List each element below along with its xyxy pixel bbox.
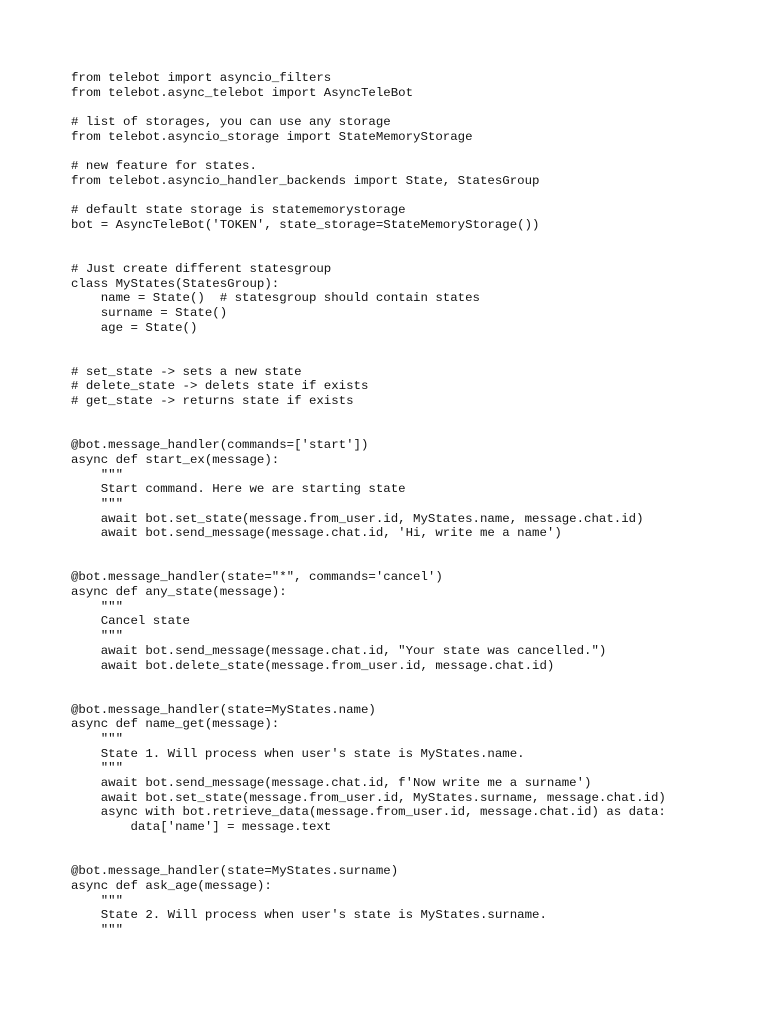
code-line: # new feature for states. (71, 159, 257, 174)
code-line: State 1. Will process when user's state is MyStates.name. (71, 746, 525, 761)
code-line: """ (71, 496, 124, 511)
code-line: @bot.message_handler(state=MyStates.surname) (71, 864, 399, 879)
code-line: bot = AsyncTeleBot('TOKEN', state_storage=StateMemoryStorage()) (71, 217, 540, 232)
code-line: # Just create different statesgroup (71, 261, 332, 276)
code-line (71, 100, 751, 115)
code-line: """ (71, 922, 124, 937)
code-line (71, 409, 751, 424)
code-line: surname = State() (71, 306, 228, 320)
code-line: async with bot.retrieve_data(message.from_user.id, message.chat.id) as data: (71, 805, 666, 820)
code-line: from telebot.asyncio_storage import StateMemoryStorage (71, 129, 473, 144)
code-line (71, 849, 751, 864)
code-line: age = State() (71, 320, 198, 335)
code-line: """ (71, 599, 124, 614)
code-line (71, 835, 751, 850)
code-line (71, 335, 751, 350)
code-line: name = State() # statesgroup should contain states (71, 291, 480, 306)
code-line: await bot.send_message(message.chat.id, 'Hi, write me a name') (71, 526, 562, 541)
code-line: """ (71, 629, 124, 644)
code-line (71, 556, 751, 571)
code-line (71, 673, 751, 688)
code-line: """ (71, 893, 124, 908)
code-line: # delete_state -> delets state if exists (71, 379, 369, 394)
code-line: async def start_ex(message): (71, 452, 280, 467)
code-line: """ (71, 467, 124, 482)
code-line: from telebot.async_telebot import AsyncTeleBot (71, 85, 414, 100)
code-line: # list of storages, you can use any storage (71, 115, 391, 130)
code-listing (71, 71, 751, 938)
code-line: Start command. Here we are starting state (71, 482, 406, 497)
code-line: async def any_state(message): (71, 585, 287, 600)
code-line: Cancel state (71, 614, 190, 629)
code-line: await bot.set_state(message.from_user.id, MyStates.name, message.chat.id) (71, 511, 644, 526)
code-line (71, 247, 751, 262)
code-line: await bot.delete_state(message.from_user.id, message.chat.id) (71, 658, 555, 673)
code-line: """ (71, 731, 124, 746)
code-line: # get_state -> returns state if exists (71, 394, 354, 409)
code-line (71, 688, 751, 703)
code-line: await bot.send_message(message.chat.id, "Your state was cancelled.") (71, 643, 607, 658)
code-line: from telebot.asyncio_handler_backends import State, StatesGroup (71, 173, 540, 188)
code-line: await bot.set_state(message.from_user.id, MyStates.surname, message.chat.id) (71, 790, 666, 805)
code-line: @bot.message_handler(commands=['start']) (71, 438, 369, 453)
code-line (71, 424, 751, 439)
code-line: async def name_get(message): (71, 717, 280, 732)
code-line: async def ask_age(message): (71, 878, 272, 893)
code-line: @bot.message_handler(state=MyStates.name) (71, 702, 376, 717)
code-line (71, 233, 751, 248)
code-line: # set_state -> sets a new state (71, 364, 302, 379)
code-line: # default state storage is statememorystorage (71, 203, 406, 218)
code-line (71, 541, 751, 556)
code-line (71, 144, 751, 159)
code-line: State 2. Will process when user's state is MyStates.surname. (71, 908, 547, 923)
code-line (71, 350, 751, 365)
code-line: from telebot import asyncio_filters (71, 71, 332, 85)
code-line: class MyStates(StatesGroup): (71, 276, 280, 291)
code-line: @bot.message_handler(state="*", commands='cancel') (71, 570, 443, 585)
code-line: """ (71, 761, 124, 776)
code-line: data['name'] = message.text (71, 820, 332, 835)
code-line (71, 189, 751, 204)
code-line: await bot.send_message(message.chat.id, f'Now write me a surname') (71, 776, 592, 790)
